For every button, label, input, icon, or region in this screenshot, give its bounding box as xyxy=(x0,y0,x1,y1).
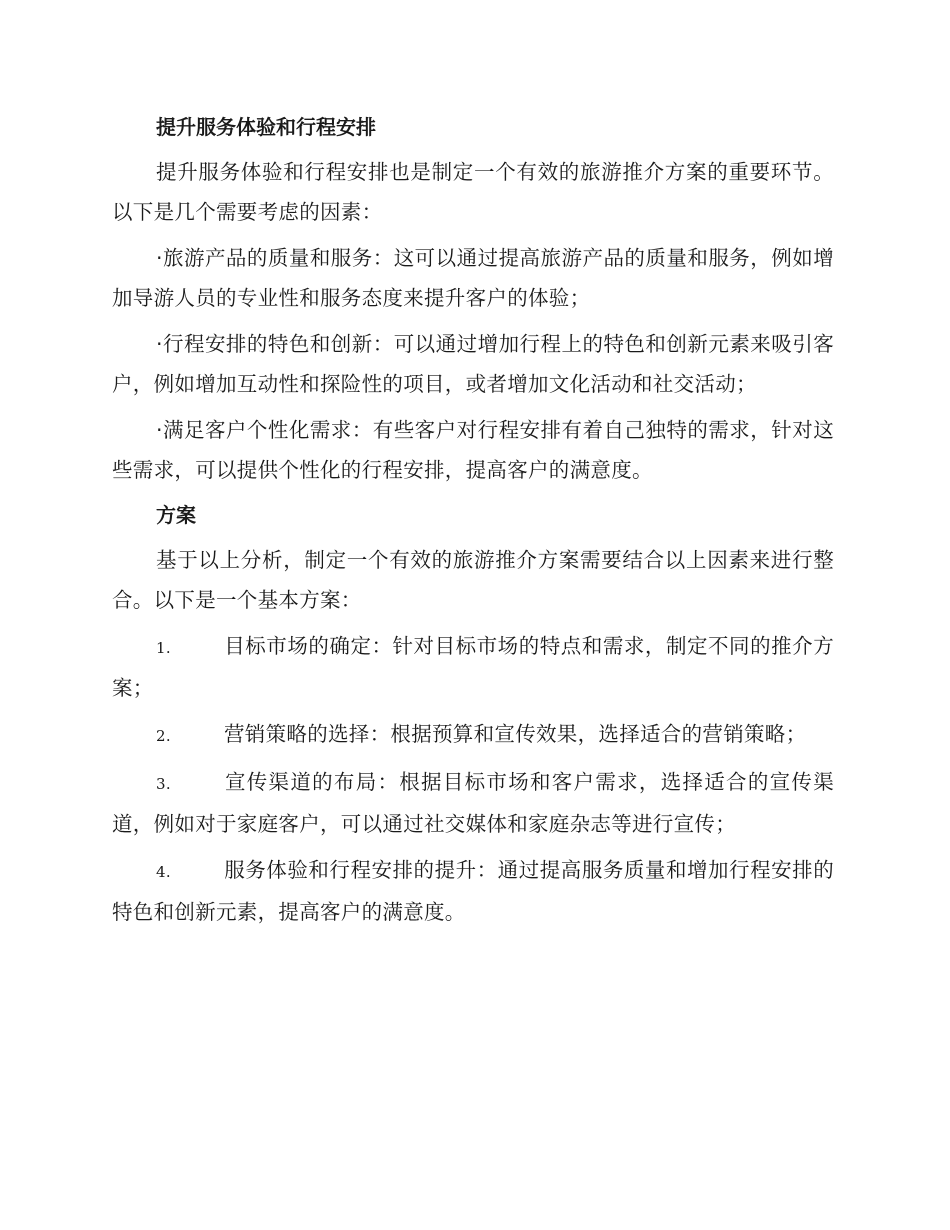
numbered-item xyxy=(112,762,834,844)
bullet-text: 旅游产品的质量和服务：这可以通过提高旅游产品的质量和服务，例如增加导游人员的专业性和服务态度来提升客户的体验； xyxy=(112,246,834,310)
numbered-item xyxy=(112,626,834,708)
bullet-text: 行程安排的特色和创新：可以通过增加行程上的特色和创新元素来吸引客户，例如增加互动性和探险性的项目，或者增加文化活动和社交活动； xyxy=(112,332,834,396)
document-content xyxy=(112,108,834,938)
item-number: 2. xyxy=(156,727,171,745)
item-text: 目标市场的确定：针对目标市场的特点和需求，制定不同的推介方案； xyxy=(112,634,834,700)
bullet-mark: · xyxy=(156,332,163,356)
item-text: 营销策略的选择：根据预算和宣传效果，选择适合的营销策略； xyxy=(224,722,807,746)
bullet-text: 满足客户个性化需求：有些客户对行程安排有着自己独特的需求，针对这些需求，可以提供个性化的行程安排，提高客户的满意度。 xyxy=(112,418,834,482)
bullet-mark: · xyxy=(156,246,163,270)
item-number: 1. xyxy=(156,639,171,657)
section-intro-service: 提升服务体验和行程安排也是制定一个有效的旅游推介方案的重要环节。以下是几个需要考虑的因素： xyxy=(112,160,834,224)
item-text: 宣传渠道的布局：根据目标市场和客户需求，选择适合的宣传渠道，例如对于家庭客户，可以通过社交媒体和家庭杂志等进行宣传； xyxy=(112,770,834,836)
numbered-item xyxy=(112,714,834,756)
section-heading-plan: 方案 xyxy=(156,503,196,527)
section-heading-service: 提升服务体验和行程安排 xyxy=(156,115,376,139)
item-number: 4. xyxy=(156,863,171,881)
item-text: 服务体验和行程安排的提升：通过提高服务质量和增加行程安排的特色和创新元素，提高客户的满意度。 xyxy=(112,858,834,924)
numbered-item xyxy=(112,850,834,932)
item-number: 3. xyxy=(156,775,171,793)
bullet-item xyxy=(112,324,834,404)
bullet-mark: · xyxy=(156,418,163,442)
bullet-item xyxy=(112,238,834,318)
bullet-item xyxy=(112,410,834,490)
section-intro-plan: 基于以上分析，制定一个有效的旅游推介方案需要结合以上因素来进行整合。以下是一个基本方案： xyxy=(112,548,834,612)
